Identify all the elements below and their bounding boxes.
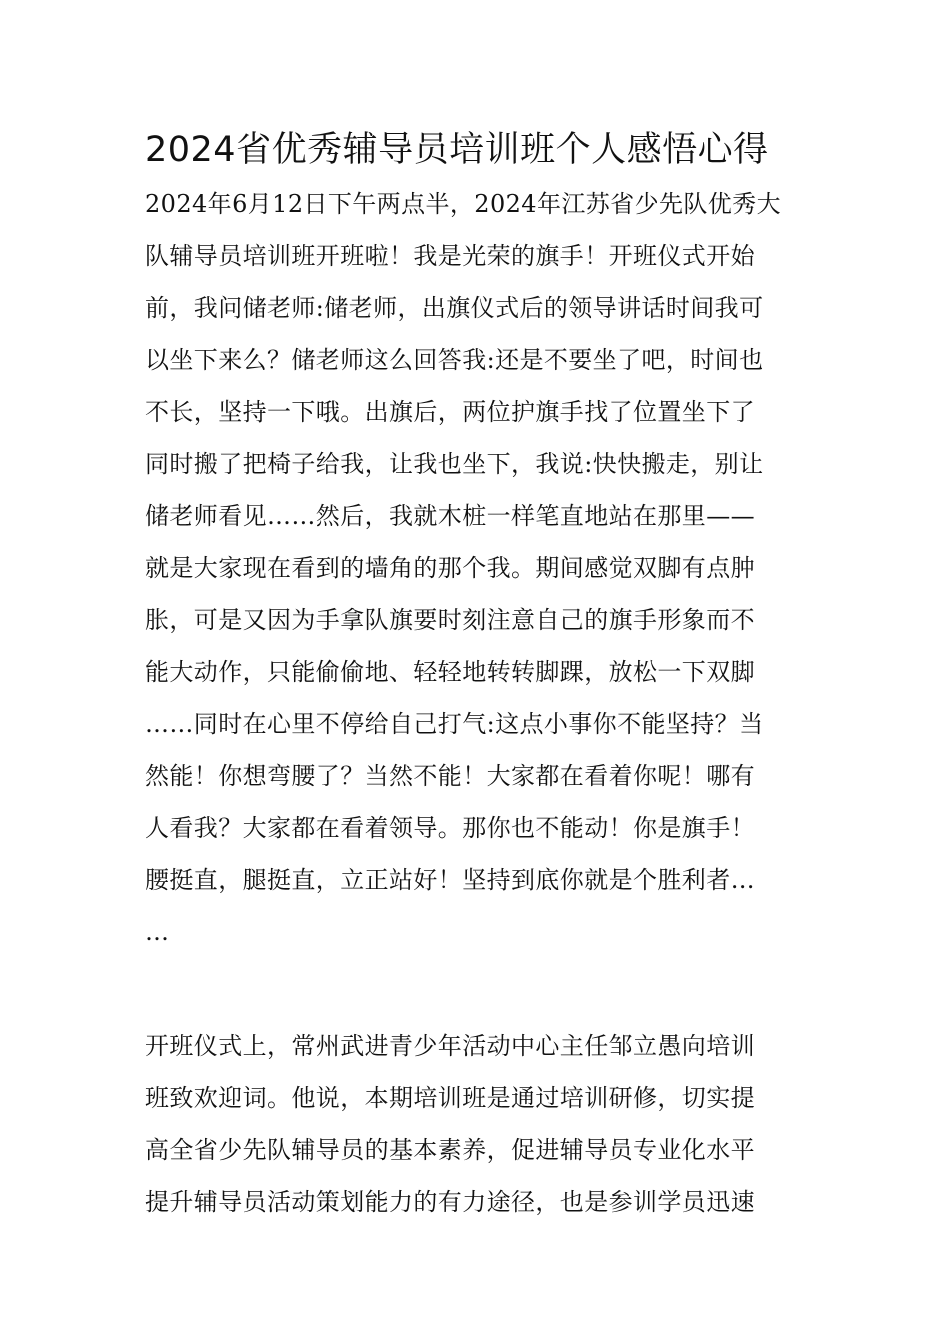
paragraph-line: 前，我问储老师:储老师，出旗仪式后的领导讲话时间我可 [145,294,764,322]
document-title: 2024省优秀辅导员培训班个人感悟心得 [145,130,769,170]
paragraph-line: 提升辅导员活动策划能力的有力途径，也是参训学员迅速 [145,1188,755,1216]
paragraph-line: 不长，坚持一下哦。出旗后，两位护旗手找了位置坐下了 [145,398,755,426]
paragraph-line: 队辅导员培训班开班啦！我是光荣的旗手！开班仪式开始 [145,242,755,270]
paragraph-line: 就是大家现在看到的墙角的那个我。期间感觉双脚有点肿 [145,554,755,582]
paragraph-line: ……同时在心里不停给自己打气:这点小事你不能坚持？当 [145,710,764,738]
paragraph-line: 以坐下来么？储老师这么回答我:还是不要坐了吧，时间也 [145,346,764,374]
paragraph-line: 然能！你想弯腰了？当然不能！大家都在看着你呢！哪有 [145,762,755,790]
paragraph-line: … [145,918,170,946]
paragraph-line: 高全省少先队辅导员的基本素养，促进辅导员专业化水平 [145,1136,755,1164]
paragraph-line: 人看我？大家都在看着领导。那你也不能动！你是旗手！ [145,814,755,842]
paragraph-line: 储老师看见……然后，我就木桩一样笔直地站在那里—— [145,502,755,530]
paragraph-line: 2024年6月12日下午两点半，2024年江苏省少先队优秀大 [145,190,781,218]
paragraph-line: 腰挺直，腿挺直，立正站好！坚持到底你就是个胜利者… [145,866,755,894]
paragraph-1 [145,178,807,958]
paragraph-line: 能大动作，只能偷偷地、轻轻地转转脚踝，放松一下双脚 [145,658,755,686]
paragraph-line: 开班仪式上，常州武进青少年活动中心主任邹立愚向培训 [145,1032,755,1060]
paragraph-line: 同时搬了把椅子给我，让我也坐下，我说:快快搬走，别让 [145,450,764,478]
paragraph-line: 胀，可是又因为手拿队旗要时刻注意自己的旗手形象而不 [145,606,755,634]
paragraph-line: 班致欢迎词。他说，本期培训班是通过培训研修，切实提 [145,1084,755,1112]
paragraph-2 [145,1020,807,1228]
